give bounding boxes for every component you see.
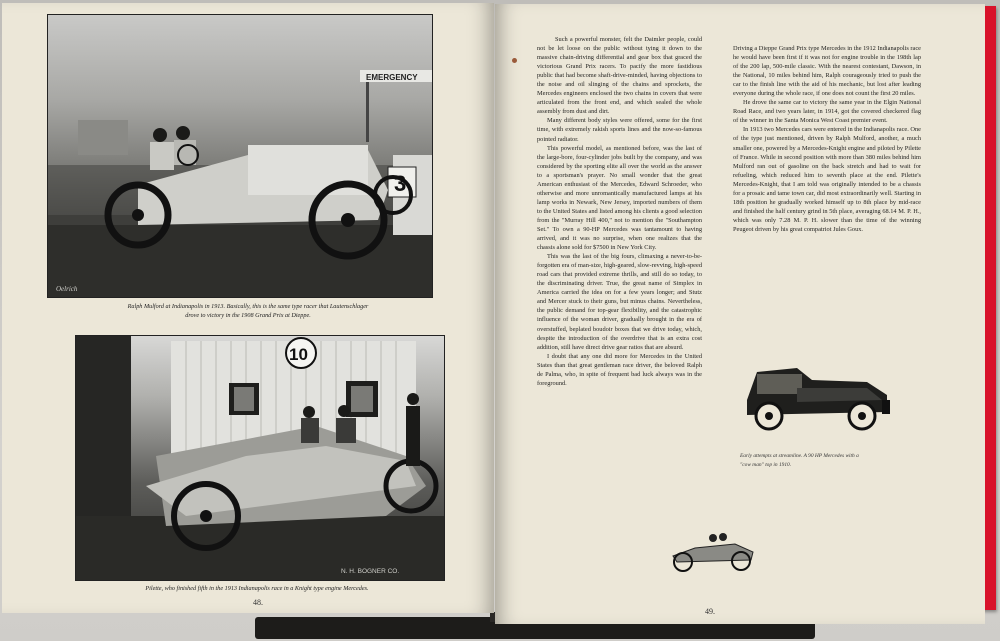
photo1-caption-line1: Ralph Mulford at Indianapolis in 1913. Basically, this is the same type racer that Lautenschlager	[127, 303, 369, 310]
text-column-1	[537, 35, 702, 388]
photo2-caption: Pilette, who finished fifth in the 1913 Indianapolis race in a Knight type engine Mercedes.	[145, 585, 369, 592]
car-number-10: 10	[289, 345, 308, 364]
paragraph: He drove the same car to victory the same year in the Elgin National Road Race, and two years later, in 1914, got the covered checkered flag of the winner in the Santa Monica West Coast premier event.	[733, 99, 921, 125]
paragraph: This powerful model, as mentioned before, was the last of the large-bore, four-cylinder jobs built by the company, and was considered by the sporting elite all over the world as the answer to a sportsman's prayer. No small wonder that the great American enthusiast of the Mercedes, Edward Schroeder, who otherwise and more unromantically manufactured lamps at his lamp works in Newark, New Jersey, imported numbers of them to the United States and listed among his clients a good selection from the "Murray Hill 400," not to mention the "Southampton Set." To own a 90-HP Mercedes was tantamount to having arrived, and it was no surprise, when one realizes that the chassis alone sold for $7500 in New York City.	[537, 144, 702, 252]
text-column-2	[733, 44, 921, 234]
margin-dot	[512, 58, 517, 63]
car-number-3: 3	[394, 171, 407, 196]
streamline-car-illustration	[737, 360, 897, 440]
emergency-sign: EMERGENCY	[366, 73, 418, 82]
race-photo-pilette-art	[76, 336, 444, 580]
vintage-racer-sketch-art	[665, 528, 761, 574]
paragraph: I doubt that any one did more for Mercedes in the United States than that great gentleman race driver, the beloved Ralph de Palma, who, in spite of frequent bad luck always was in the foreground.	[537, 352, 702, 387]
race-photo-mulford	[47, 14, 433, 298]
photographer-signature: Oelrich	[56, 285, 78, 293]
page-number-right: 49.	[705, 607, 715, 616]
vintage-racer-sketch	[665, 528, 761, 574]
streamline-car-art	[737, 360, 897, 440]
race-photo-pilette	[75, 335, 445, 581]
photo1-caption-line2: drove to victory in the 1908 Grand Prix at Dieppe.	[185, 312, 311, 320]
photo1-caption	[95, 302, 401, 321]
paragraph: Driving a Dieppe Grand Prix type Mercedes in the 1912 Indianapolis race he would have been first if it was not for engine trouble in the 198th lap of the 200 lap, 500-mile classic. With the nearest contestant, Dawson, in the National, 10 miles behind him, Ralph courageously tried to push the car to the finish line with the aid of his mechanic, but lost after leading everyone during the whole race, if one does not count the first 20 miles.	[733, 45, 921, 98]
race-photo-mulford-art	[48, 15, 432, 297]
paragraph: Many different body styles were offered, some for the first time, with extremely rakish sports lines and the now-so-famous pointed radiator.	[537, 117, 702, 143]
paragraph: In 1913 two Mercedes cars were entered in the Indianapolis race. One of the type just mentioned, driven by Ralph Mulford, another, a much smaller one, powered by a Mercedes-Knight engine and piloted by Pilette of France. While in second position with more than 380 miles behind him Mulford ran out of gasoline on the back stretch and had to wait for refueling, which reduced him to seventh place at the end. Pilette's Mercedes-Knight, that I am told was originally intended to be a chassis for a prosaic and tame town car, did most extraordinarily well. Starting in 18th position he gradually worked himself up to 8th place by mid-race and finished the half century grind in 5th place, averaging 68.14 M. P. H., which was only 7.28 M. P. H. slower than the time of the winning Peugeot driven by his great compatriot Jules Goux.	[733, 126, 921, 233]
paragraph: Such a powerful monster, felt the Daimler people, could not be let loose on the public without tying it down to the massive chain-driving differential and gear box that graced the victorious Grand Prix racers. To pacify the more fastidious public that had become shaft-drive-minded, having objections to the noise and oil slinging of the chains and sprockets, the Mercedes engineers enclosed the two chains in covers that were articulated from the front end, and which sealed the whole assembly from dust and dirt.	[537, 36, 702, 116]
illustration-caption: Early attempts at streamline. A 90 HP Mercedes with a "cow man" top in 1910.	[740, 453, 859, 468]
photo-stamp: N. H. BOGNER CO.	[341, 568, 400, 575]
page-number-left: 48.	[253, 598, 263, 607]
paragraph: This was the last of the big fours, climaxing a never-to-be-forgotten era of man-size, high-geared, slow-revving, high-speed road cars that provided extreme thrills, and still do so today, to the discriminating driver. True, the great name of Simplex in America carried the idea on for a few years longer; and Stutz and Mercer stuck to their guns, but minus chains. Nevertheless, the public demand for top-gear flexibility, and the catastrophic influence of the woman driver, gradually brought in the era of overstuffed, beplated boudoir boxes that we drive today, which, despite the introduction of the overdrive that is an extra cost addition, still have direct drive gear ratios that are absurd.	[537, 253, 702, 351]
